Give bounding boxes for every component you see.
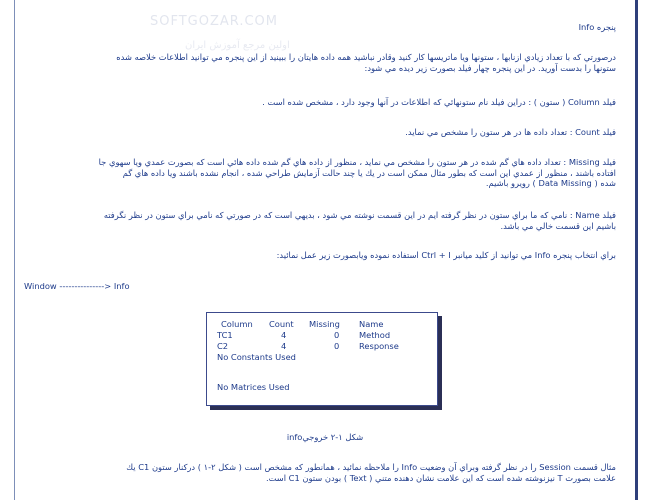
- watermark: SOFTGOZAR.COM: [150, 14, 279, 29]
- info-cell-missing: 0: [334, 330, 340, 340]
- paragraph-session-line1: مثال قسمت Session را در نظر گرفته وبراي آن وضعيت Info را ملاحظه نمائيد ، همانطور كه مشخص است ( شكل ٢-١ ) دركنار ستون C1 يك: [126, 462, 616, 472]
- info-header-name: Name: [359, 319, 384, 329]
- paragraph-intro: [16, 52, 616, 73]
- info-cell-missing: 0: [334, 341, 340, 351]
- watermark-subtitle: اولين مرجع آموزش ايران: [185, 40, 290, 51]
- section-heading: پنجره Info: [578, 22, 616, 32]
- right-border-rule: [635, 0, 638, 500]
- info-cell-column: TC1: [217, 330, 233, 340]
- paragraph-column-field: فيلد Column ( ستون ) : دراين فيلد نام ستونهائي كه اطلاعات در آنها وجود دارد ، مشخص شده است .: [262, 97, 616, 107]
- paragraph-shortcut: براي انتخاب پنجره Info مي توانيد از كليد ميانبر Ctrl + I استفاده نموده ويابصورت زير عمل نمائيد:: [276, 250, 616, 260]
- paragraph-intro-line2: ستونها را بدست آوريد. در اين پنجره چهار فيلد بصورت زير ديده مي شود:: [364, 62, 616, 73]
- paragraph-missing-line1: فيلد Missing : تعداد داده هاي گم شده در هر ستون را مشخص مي نمايد ، منظور از داده هاي گم شده داده هائي است كه بصورت عمدي ويا سهوي جا: [98, 157, 616, 167]
- left-border-rule: [14, 0, 15, 500]
- info-cell-count: 4: [281, 330, 287, 340]
- paragraph-session-line2: علامت بصورت T نيزنوشته شده است كه اين علامت نشان دهنده متني ( Text ) بودن ستون C1 است.: [265, 472, 616, 483]
- paragraph-name-line2: باشيم اين قسمت خالي مي باشد.: [500, 220, 616, 231]
- paragraph-session-example: [16, 462, 616, 483]
- paragraph-intro-line1: درصورتي كه با تعداد زيادي ازنابها ، ستونها ويا ماتريسها كار كنيد وقادر نباشيد همه داده هايتان را ببينيد از اين پنجره مي توانيد اطلاعات خلاصه شده: [116, 52, 616, 62]
- paragraph-count-field: فيلد Count : تعداد داده ها در هر ستون را مشخص مي نمايد.: [405, 127, 616, 137]
- paragraph-name-line1: فيلد Name : نامي كه ما براي ستون در نظر گرفته ايم در اين قسمت نوشته مي شود ، بديهي است كه در صورتي كه نامي براي ستون در نظر نگرفته: [103, 210, 616, 220]
- info-cell-column: C2: [217, 341, 229, 351]
- paragraph-missing-line2: افتاده باشند ، منظور از عمدي اين است كه بطور مثال ممكن است در يك يا چند حالت آزمايش طراحي شده ، انجام نشده باشند ويا داده هاي گم: [122, 167, 616, 178]
- paragraph-name-field: [16, 210, 616, 231]
- figure-caption: شكل ١-٢ خروجيinfo: [286, 432, 364, 442]
- info-constants: No Constants Used: [217, 352, 296, 362]
- info-matrices: No Matrices Used: [217, 382, 290, 392]
- info-header-count: Count: [269, 319, 294, 329]
- menu-path: Window ---------------> Info: [24, 281, 130, 291]
- info-cell-name: Response: [359, 341, 399, 351]
- paragraph-missing-field: [16, 157, 616, 189]
- info-cell-count: 4: [281, 341, 287, 351]
- paragraph-missing-line3: شده ( Data Missing ) رويرو باشيم.: [485, 178, 616, 188]
- info-cell-name: Method: [359, 330, 391, 340]
- info-header-column: Column: [221, 319, 253, 329]
- info-window: [206, 312, 438, 406]
- info-header-missing: Missing: [309, 319, 340, 329]
